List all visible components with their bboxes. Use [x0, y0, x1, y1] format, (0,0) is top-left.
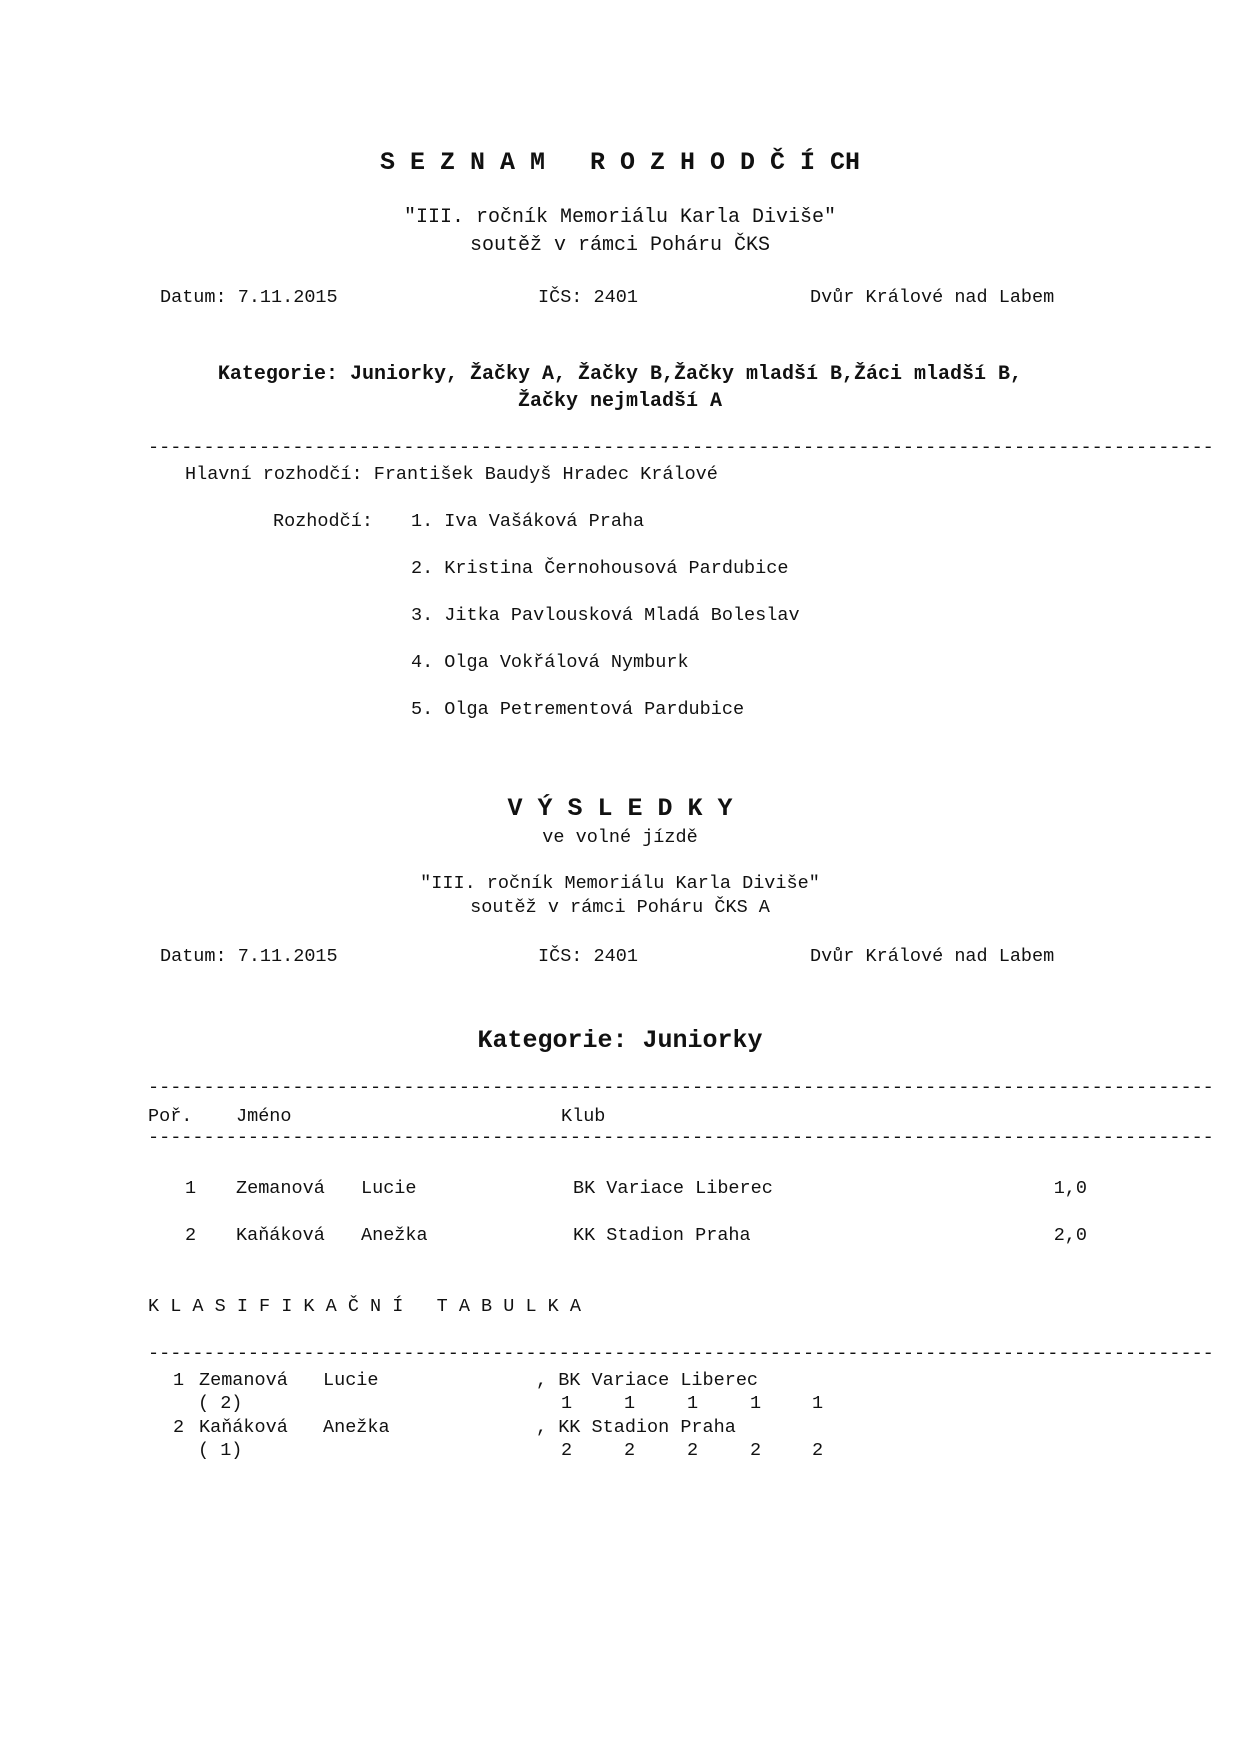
place-label: Dvůr Králové nad Labem — [810, 946, 1055, 967]
class-club: , BK Variace Liberec — [536, 1370, 759, 1391]
class-mark: 2 — [750, 1440, 762, 1461]
divider: ------------------------------------------------------------------------------------------------ — [148, 437, 1214, 458]
event-name: "III. ročník Memoriálu Karla Diviše" — [420, 873, 820, 894]
result-firstname: Lucie — [361, 1178, 417, 1199]
divider: ------------------------------------------------------------------------------------------------ — [148, 1127, 1214, 1148]
referee-item: 3. Jitka Pavlousková Mladá Boleslav — [411, 605, 800, 626]
ics-label: IČS: 2401 — [538, 946, 638, 967]
event-subtitle: soutěž v rámci Poháru ČKS A — [470, 897, 770, 918]
class-mark: 1 — [812, 1393, 824, 1414]
referee-item: 2. Kristina Černohousová Pardubice — [411, 558, 789, 579]
date-label: Datum: 7.11.2015 — [160, 287, 338, 308]
class-rank: 1 — [173, 1370, 185, 1391]
class-club: , KK Stadion Praha — [536, 1417, 736, 1438]
class-mark: 2 — [561, 1440, 573, 1461]
result-rank: 2 — [185, 1225, 197, 1246]
header-name: Jméno — [236, 1106, 292, 1127]
divider: ------------------------------------------------------------------------------------------------ — [148, 1077, 1214, 1098]
header-club: Klub — [561, 1106, 606, 1127]
referee-item: 4. Olga Vokřálová Nymburk — [411, 652, 689, 673]
head-referee: Hlavní rozhodčí: František Baudyš Hradec Králové — [185, 464, 718, 485]
result-rank: 1 — [185, 1178, 197, 1199]
class-surname: Kaňáková — [199, 1417, 288, 1438]
referee-item: 5. Olga Petrementová Pardubice — [411, 699, 745, 720]
classification-title: K L A S I F I K A Č N Í T A B U L K A — [148, 1296, 581, 1317]
class-mark: 2 — [812, 1440, 824, 1461]
referee-item: 1. Iva Vašáková Praha — [411, 511, 645, 532]
referees-label: Rozhodčí: — [273, 511, 373, 532]
result-club: BK Variace Liberec — [573, 1178, 773, 1199]
result-club: KK Stadion Praha — [573, 1225, 751, 1246]
class-mark: 1 — [624, 1393, 636, 1414]
result-score: 1,0 — [1053, 1178, 1087, 1199]
date-label: Datum: 7.11.2015 — [160, 946, 338, 967]
categories-line1: Kategorie: Juniorky, Žačky A, Žačky B,Žačky mladší B,Žáci mladší B, — [217, 363, 1023, 386]
ics-label: IČS: 2401 — [538, 287, 638, 308]
result-surname: Kaňáková — [236, 1225, 325, 1246]
class-mark: 1 — [750, 1393, 762, 1414]
referees-title: S E Z N A M R O Z H O D Č Í CH — [379, 148, 861, 177]
class-mark: 1 — [687, 1393, 699, 1414]
class-sub: ( 2) — [198, 1393, 243, 1414]
category-heading: Kategorie: Juniorky — [477, 1026, 763, 1055]
result-score: 2,0 — [1053, 1225, 1087, 1246]
place-label: Dvůr Králové nad Labem — [810, 287, 1055, 308]
class-surname: Zemanová — [199, 1370, 288, 1391]
event-subtitle: soutěž v rámci Poháru ČKS — [469, 234, 771, 257]
result-firstname: Anežka — [361, 1225, 428, 1246]
event-name: "III. ročník Memoriálu Karla Diviše" — [403, 206, 837, 229]
class-sub: ( 1) — [198, 1440, 243, 1461]
divider: ------------------------------------------------------------------------------------------------ — [148, 1343, 1214, 1364]
class-rank: 2 — [173, 1417, 185, 1438]
results-subtitle: ve volné jízdě — [542, 827, 698, 848]
class-mark: 2 — [687, 1440, 699, 1461]
class-mark: 2 — [624, 1440, 636, 1461]
class-mark: 1 — [561, 1393, 573, 1414]
class-firstname: Anežka — [323, 1417, 390, 1438]
class-firstname: Lucie — [323, 1370, 379, 1391]
results-title: V Ý S L E D K Y — [507, 794, 733, 823]
header-rank: Poř. — [148, 1106, 193, 1127]
result-surname: Zemanová — [236, 1178, 325, 1199]
categories-line2: Žačky nejmladší A — [517, 390, 723, 413]
